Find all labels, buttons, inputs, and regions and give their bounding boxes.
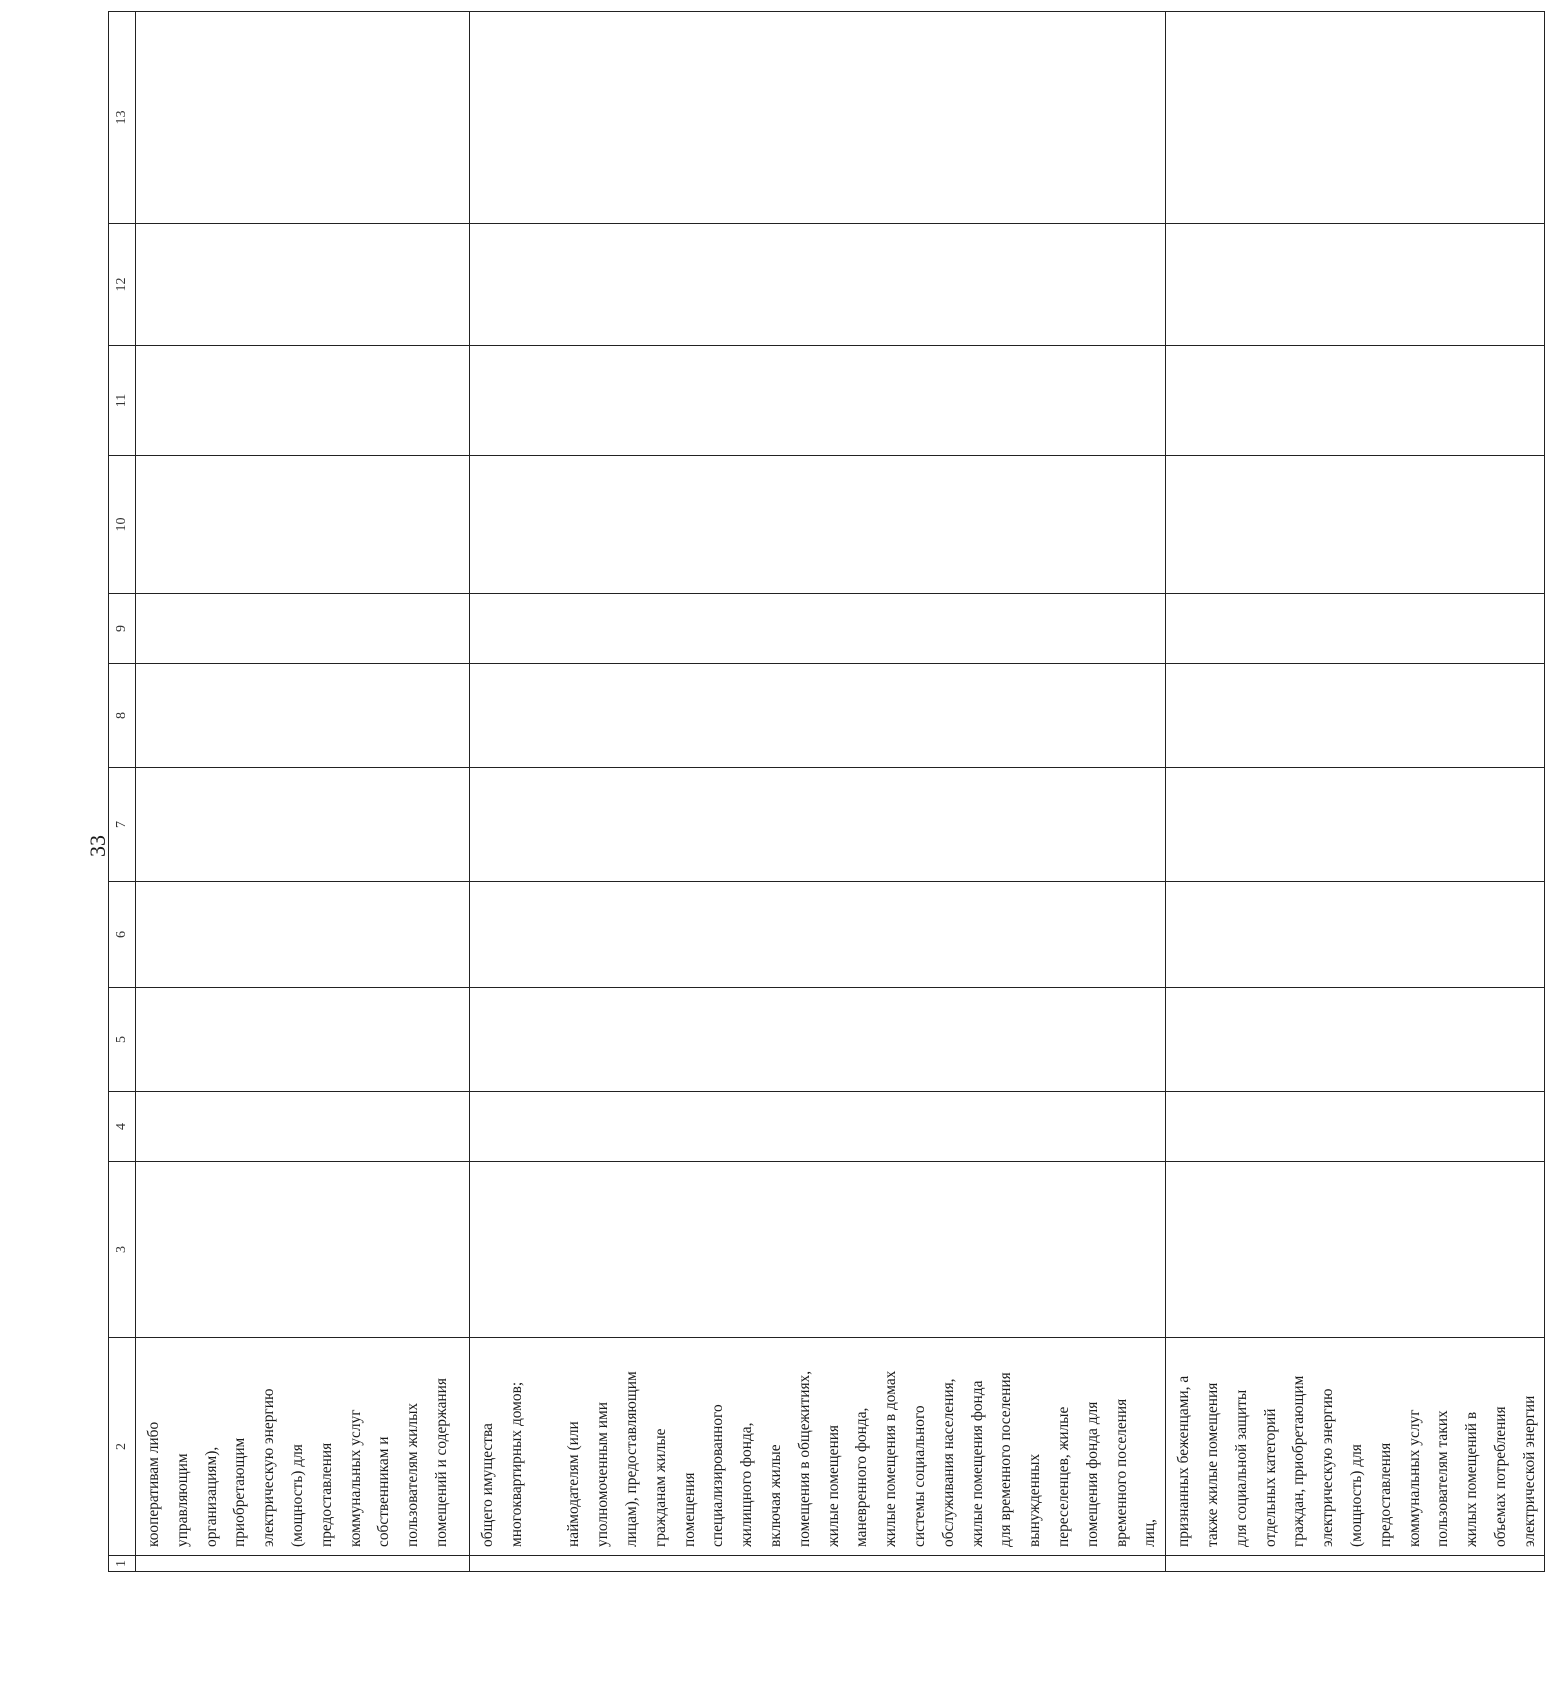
table-cell [470, 1092, 1166, 1162]
column-header-1: 1 [109, 1556, 136, 1572]
table-cell [1166, 1162, 1545, 1338]
table-cell [470, 594, 1166, 664]
table-cell [136, 664, 470, 768]
table-cell [470, 346, 1166, 456]
table-cell [136, 1092, 470, 1162]
table-cell [136, 456, 470, 594]
column-header-2: 2 [109, 1338, 136, 1556]
table-cell [470, 1338, 1166, 1556]
table-cell [1166, 224, 1545, 346]
column-header-10: 10 [109, 456, 136, 594]
column-header-4: 4 [109, 1092, 136, 1162]
column-header-9: 9 [109, 594, 136, 664]
table-cell [136, 988, 470, 1092]
column-header-6: 6 [109, 882, 136, 988]
table-cell [1166, 664, 1545, 768]
page-number: 33 [85, 835, 110, 857]
table-cell [136, 882, 470, 988]
row-description: признанных беженцами, а также жилые помещения для социальной защиты отдельных категорий граждан, приобретающим электрическую энергию (мощность) для предоставления коммунальных услуг пользователям таких жилых помещений в объемах потребления электрической энергии [1175, 1375, 1538, 1547]
table-cell [470, 12, 1166, 224]
table-cell [470, 768, 1166, 882]
row-description: общего имущества многоквартирных домов; наймодателям (или уполномоченным ими лицам), предоставляющим гражданам жилые помещения специализированного жилищного фонда, включая жилые помещения в общежитиях, жилые помещения маневренного фонда, жилые помещения в домах системы социального обслуживания населения, жилые помещения фонда для временного поселения вынужденных переселенцев, жилые помещения фонда для временного поселения лиц, [479, 1370, 1159, 1547]
column-header-5: 5 [109, 988, 136, 1092]
table-cell [136, 346, 470, 456]
header-row [109, 12, 136, 1572]
table-cell [470, 1162, 1166, 1338]
table-cell [1166, 988, 1545, 1092]
table-cell [136, 768, 470, 882]
column-header-11: 11 [109, 346, 136, 456]
column-header-8: 8 [109, 664, 136, 768]
table-cell [470, 1556, 1166, 1572]
table-cell [136, 224, 470, 346]
table-cell [470, 988, 1166, 1092]
column-header-12: 12 [109, 224, 136, 346]
table-cell [1166, 1556, 1545, 1572]
table-cell [136, 1556, 470, 1572]
table-cell [1166, 456, 1545, 594]
table-cell [136, 1338, 470, 1556]
table-cell [1166, 768, 1545, 882]
table-cell [1166, 594, 1545, 664]
table-cell [1166, 12, 1545, 224]
table-cell [1166, 1092, 1545, 1162]
column-header-3: 3 [109, 1162, 136, 1338]
table-row [470, 12, 1166, 1572]
table-cell [470, 224, 1166, 346]
table-cell [136, 594, 470, 664]
row-description: кооперативам либо управляющим организациям), приобретающим электрическую энергию (мощность) для предоставления коммунальных услуг собственникам и пользователям жилых помещений и содержания [145, 1378, 450, 1547]
rotated-table-wrapper [108, 12, 1538, 1572]
column-header-13: 13 [109, 12, 136, 224]
table-row [136, 12, 470, 1572]
table-cell [470, 456, 1166, 594]
table-cell [136, 12, 470, 224]
table-cell [136, 1162, 470, 1338]
table-cell [1166, 882, 1545, 988]
table-row [1166, 12, 1545, 1572]
table-cell [470, 664, 1166, 768]
table-cell [470, 882, 1166, 988]
column-header-7: 7 [109, 768, 136, 882]
table-cell [1166, 1338, 1545, 1556]
table-cell [1166, 346, 1545, 456]
tariff-table [108, 11, 1545, 1572]
